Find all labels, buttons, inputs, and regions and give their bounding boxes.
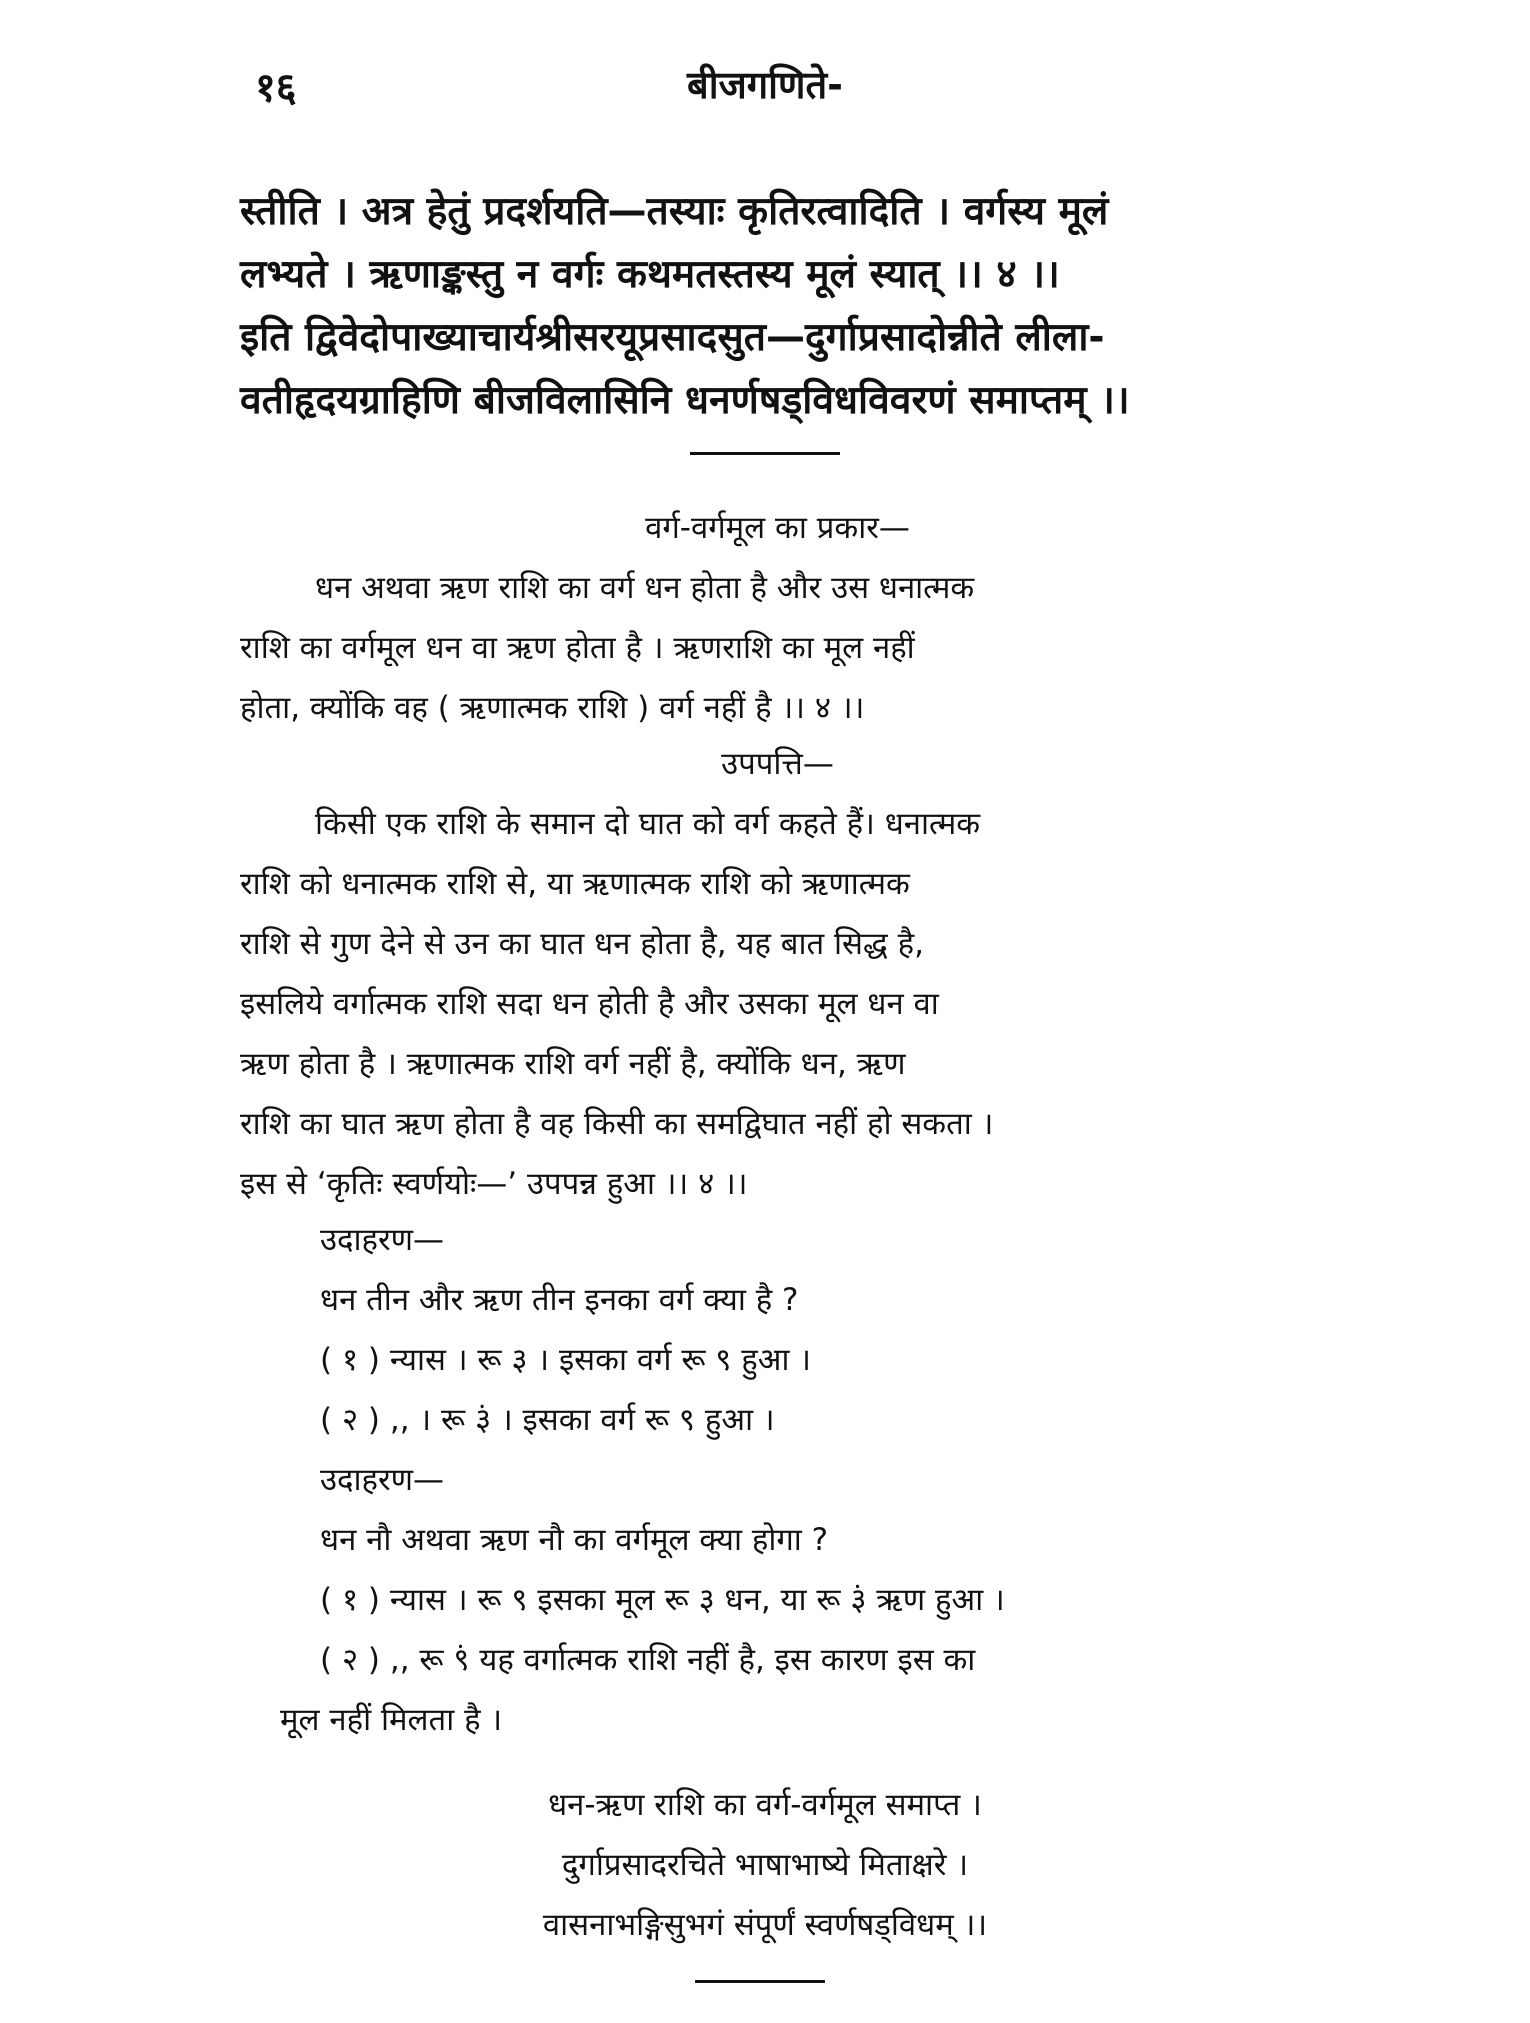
sanskrit-commentary [240,180,1315,432]
paragraph-line: धन अथवा ऋण राशि का वर्ग धन होता है और उस धनात्मक [315,570,975,606]
paragraph-line: किसी एक राशि के समान दो घात को वर्ग कहते हैं। धनात्मक [315,806,981,842]
section-divider [690,452,840,455]
example-square [240,1210,1315,1450]
sanskrit-line: लभ्यते । ऋणाङ्कस्तु न वर्गः कथमतस्तस्य मूलं स्यात् ।। ४ ।। [240,252,1060,297]
page-number: १६ [255,65,297,111]
running-title: बीजगणिते- [687,63,843,107]
sanskrit-line: वतीहृदयग्राहिणि बीजविलासिनि धनर्णषड्विधविवरणं समाप्तम् ।। [240,378,1130,423]
colophon-line: धन-ऋण राशि का वर्ग-वर्गमूल समाप्त । [548,1787,982,1823]
example-item: ( २ ) ,, । रू ३̇ । इसका वर्ग रू ९ हुआ । [320,1402,775,1438]
colophon-line: वासनाभङ्गिसुभगं संपूर्णं स्वर्णषड्विधम् ।। [542,1907,988,1943]
colophon-line: दुर्गाप्रसादरचिते भाषाभाष्ये मिताक्षरे । [561,1847,969,1883]
section-heading: उपपत्ति— [721,746,834,782]
sanskrit-line: इति द्विवेदोपाख्याचार्यश्रीसरयूप्रसादसुत—दुर्गाप्रसादोन्नीते लीला- [240,315,1105,360]
paragraph-line: ऋण होता है । ऋणात्मक राशि वर्ग नहीं है, क्योंकि धन, ऋण [240,1046,906,1082]
example-heading: उदाहरण— [320,1462,445,1498]
paragraph-line: होता, क्योंकि वह ( ऋणात्मक राशि ) वर्ग नहीं है ।। ४ ।। [240,690,865,726]
example-continuation: मूल नहीं मिलता है । [280,1702,503,1738]
example-item: ( १ ) न्यास । रू ९ इसका मूल रू ३ धन, या रू ३̇ ऋण हुआ । [320,1582,1005,1618]
example-square-root [240,1450,1315,1750]
paragraph-line: इसलिये वर्गात्मक राशि सदा धन होती है और उसका मूल धन वा [240,986,939,1022]
paragraph-line: इस से ‘कृतिः स्वर्णयोः—’ उपपन्न हुआ ।। ४ ।। [240,1166,748,1202]
example-item: ( १ ) न्यास । रू ३ । इसका वर्ग रू ९ हुआ । [320,1342,812,1378]
page-header [0,58,1530,118]
section-heading: वर्ग-वर्गमूल का प्रकार— [645,510,910,546]
section-upapatti [240,734,1315,1214]
example-heading: उदाहरण— [320,1222,445,1258]
paragraph-line: राशि को धनात्मक राशि से, या ऋणात्मक राशि को ऋणात्मक [240,866,910,902]
paragraph-line: राशि का वर्गमूल धन वा ऋण होता है । ऋणराशि का मूल नहीं [240,630,915,666]
colophon-verse [0,1775,1530,1955]
example-question: धन तीन और ऋण तीन इनका वर्ग क्या है ? [320,1282,799,1318]
paragraph-line: राशि का घात ऋण होता है वह किसी का समद्विघात नहीं हो सकता । [240,1106,994,1142]
example-question: धन नौ अथवा ऋण नौ का वर्गमूल क्या होगा ? [320,1522,829,1558]
paragraph-line: राशि से गुण देने से उन का घात धन होता है, यह बात सिद्ध है, [240,926,924,962]
example-item: ( २ ) ,, रू ९̇ यह वर्गात्मक राशि नहीं है, इस कारण इस का [320,1642,976,1678]
end-divider [695,1980,825,1983]
section-varga-prakar [240,498,1315,738]
sanskrit-line: स्तीति । अत्र हेतुं प्रदर्शयति—तस्याः कृतिरत्वादिति । वर्गस्य मूलं [240,189,1109,234]
